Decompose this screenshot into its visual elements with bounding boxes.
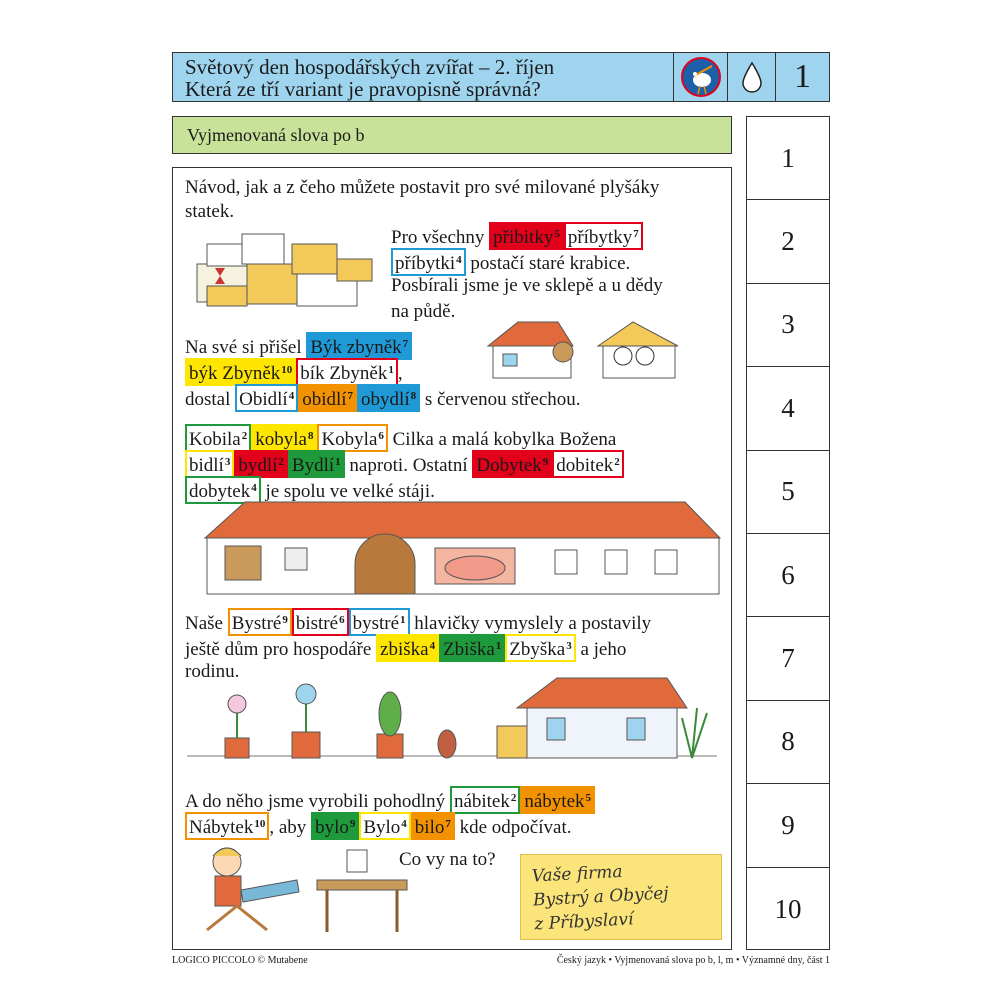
option-number: 2 — [278, 456, 284, 468]
answer-cell[interactable]: 8 — [747, 701, 829, 784]
word-option[interactable]: Kobyla$^6$ — [317, 424, 387, 452]
word-option[interactable]: bilo$^7$ — [411, 812, 455, 840]
word-option[interactable]: Nábytek$^{10}$ — [185, 812, 269, 840]
header-title-line1: Světový den hospodářských zvířat – 2. říjen — [185, 55, 555, 79]
option-number: 1 — [335, 456, 341, 468]
boxes-illustration — [187, 224, 377, 314]
answer-cell[interactable]: 9 — [747, 784, 829, 867]
header-title — [185, 56, 665, 100]
stork-logo-icon — [673, 53, 727, 101]
word-option[interactable]: bidlí$^3$ — [185, 450, 234, 478]
header-title-line2: Která ze tří variant je pravopisně správná? — [185, 77, 541, 101]
footer-publisher: LOGICO PICCOLO © Mutabene — [172, 955, 308, 966]
stables-illustration — [483, 316, 693, 382]
option-number: 2 — [510, 792, 517, 804]
story-text: Pro všechny — [391, 227, 485, 248]
word-option[interactable]: bík Zbyněk$^1$ — [296, 358, 398, 386]
story-text: Naše — [185, 613, 223, 634]
answer-cell[interactable]: 1 — [747, 117, 829, 200]
answer-cell[interactable]: 6 — [747, 534, 829, 617]
story-text: , aby — [269, 817, 307, 838]
option-number: 9 — [282, 614, 288, 626]
story-text: statek. — [185, 201, 235, 222]
option-number: 1 — [388, 364, 394, 376]
word-option[interactable]: příbytki$^4$ — [391, 248, 466, 276]
option-number: 4 — [251, 482, 257, 494]
story-text: a jeho — [580, 639, 627, 660]
story-text: Na své si přišel — [185, 337, 302, 358]
word-option[interactable]: bylo$^9$ — [311, 812, 359, 840]
word-option[interactable]: obydlí$^8$ — [357, 384, 420, 412]
option-number: 6 — [339, 614, 345, 626]
word-option[interactable]: příbytky$^7$ — [564, 222, 643, 250]
story-text: rodinu. — [185, 661, 240, 682]
story-text: , — [397, 363, 403, 384]
story-line — [185, 634, 626, 662]
option-number: 4 — [288, 390, 295, 402]
word-option[interactable]: Obidlí$^4$ — [235, 384, 298, 412]
story-text: je spolu ve velké stáji. — [265, 481, 435, 502]
word-option[interactable]: Bystré$^9$ — [228, 608, 292, 636]
option-number: 10 — [281, 364, 293, 376]
footer-subject: Český jazyk • Vyjmenovaná slova po b, l, m • Významné dny, část 1 — [556, 955, 830, 966]
story-text: Návod, jak a z čeho můžete postavit pro své milované plyšáky — [185, 177, 660, 198]
story-line — [185, 200, 234, 224]
option-number: 3 — [224, 456, 231, 468]
option-number: 9 — [349, 818, 356, 830]
story-line — [391, 274, 663, 298]
word-option[interactable]: býk Zbyněk$^{10}$ — [185, 358, 296, 386]
option-number: 7 — [633, 228, 639, 240]
answer-cell[interactable]: 5 — [747, 451, 829, 534]
word-option[interactable]: obidlí$^7$ — [298, 384, 357, 412]
story-line — [185, 176, 659, 200]
option-number: 6 — [378, 430, 384, 442]
word-option[interactable]: dobytek$^4$ — [185, 476, 261, 504]
sign-text — [531, 858, 670, 937]
story-text: na půdě. — [391, 301, 456, 322]
story-line — [185, 786, 595, 814]
story-line — [185, 332, 412, 360]
word-option[interactable]: bydlí$^2$ — [234, 450, 288, 478]
story-text: kde odpočívat. — [459, 817, 572, 838]
answer-cell[interactable]: 10 — [774, 893, 802, 924]
option-number: 10 — [254, 818, 266, 830]
option-number: 3 — [566, 640, 572, 652]
word-option[interactable]: Býk zbyněk$^7$ — [306, 332, 412, 360]
drop-icon — [727, 53, 775, 101]
word-option[interactable]: Kobila$^2$ — [185, 424, 251, 452]
option-number: 9 — [542, 456, 549, 468]
story-line — [185, 358, 403, 386]
word-option[interactable]: kobyla$^8$ — [251, 424, 317, 452]
story-line — [185, 608, 651, 636]
sign-line: z Příbyslaví — [533, 909, 634, 935]
story-line — [185, 450, 624, 478]
answer-cell[interactable]: 2 — [747, 200, 829, 283]
word-option[interactable]: nábytek$^5$ — [520, 786, 595, 814]
option-number: 7 — [402, 338, 409, 350]
word-option[interactable]: Bylo$^4$ — [359, 812, 410, 840]
story-line — [399, 848, 496, 872]
word-option[interactable]: Zbyška$^3$ — [505, 634, 575, 662]
story-line — [185, 812, 571, 840]
word-option[interactable]: bistré$^6$ — [292, 608, 349, 636]
option-number: 7 — [347, 390, 354, 402]
sign-line: Bystrý a Obyčej — [532, 883, 670, 911]
story-text: Posbírali jsme je ve sklepě a u dědy — [391, 275, 663, 296]
answer-cell[interactable]: 7 — [747, 617, 829, 700]
option-number: 4 — [429, 640, 436, 652]
story-text: dostal — [185, 389, 231, 410]
word-option[interactable]: Dobytek$^9$ — [472, 450, 552, 478]
story-box — [172, 167, 732, 950]
option-number: 5 — [554, 228, 560, 240]
option-number: 4 — [401, 818, 407, 830]
word-option[interactable]: bystré$^1$ — [349, 608, 410, 636]
sign-line: Vaše firma — [531, 861, 624, 887]
section-title: Vyjmenovaná slova po b — [172, 116, 732, 154]
option-number: 1 — [400, 614, 406, 626]
page-header — [172, 52, 830, 102]
story-text: Cilka a malá kobylka Božena — [392, 429, 617, 450]
option-number: 7 — [445, 818, 451, 830]
barn-illustration — [185, 498, 725, 598]
option-number: 8 — [410, 390, 417, 402]
answer-cell[interactable]: 3 — [747, 284, 829, 367]
word-option[interactable]: dobitek$^2$ — [552, 450, 624, 478]
option-number: 2 — [241, 430, 248, 442]
answer-column — [746, 116, 830, 950]
option-number: 1 — [495, 640, 502, 652]
page-number: 1 — [775, 53, 829, 101]
option-number: 2 — [614, 456, 620, 468]
relaxing-man-illustration — [187, 840, 417, 940]
word-option[interactable]: Bydlí$^1$ — [288, 450, 345, 478]
word-option[interactable]: přibitky$^5$ — [489, 222, 564, 250]
story-text: naproti. Ostatní — [349, 455, 468, 476]
option-number: 5 — [585, 792, 592, 804]
story-text: postačí staré krabice. — [470, 253, 631, 274]
story-line — [185, 384, 581, 412]
option-number: 4 — [456, 254, 462, 266]
word-option[interactable]: zbiška$^4$ — [376, 634, 439, 662]
story-text: A do něho jsme vyrobili pohodlný — [185, 791, 446, 812]
story-text: Co vy na to? — [399, 849, 496, 870]
answer-cell[interactable]: 4 — [747, 367, 829, 450]
garden-illustration — [187, 668, 717, 778]
story-text: hlavičky vymyslely a postavily — [414, 613, 652, 634]
story-line — [391, 248, 630, 276]
word-option[interactable]: Zbiška$^1$ — [439, 634, 505, 662]
story-line — [391, 300, 455, 324]
story-text: s červenou střechou. — [424, 389, 581, 410]
story-text: ještě dům pro hospodáře — [185, 639, 372, 660]
handwritten-sign — [520, 854, 722, 940]
story-line — [391, 222, 643, 250]
option-number: 8 — [307, 430, 314, 442]
word-option[interactable]: nábitek$^2$ — [450, 786, 520, 814]
story-line — [185, 424, 616, 452]
